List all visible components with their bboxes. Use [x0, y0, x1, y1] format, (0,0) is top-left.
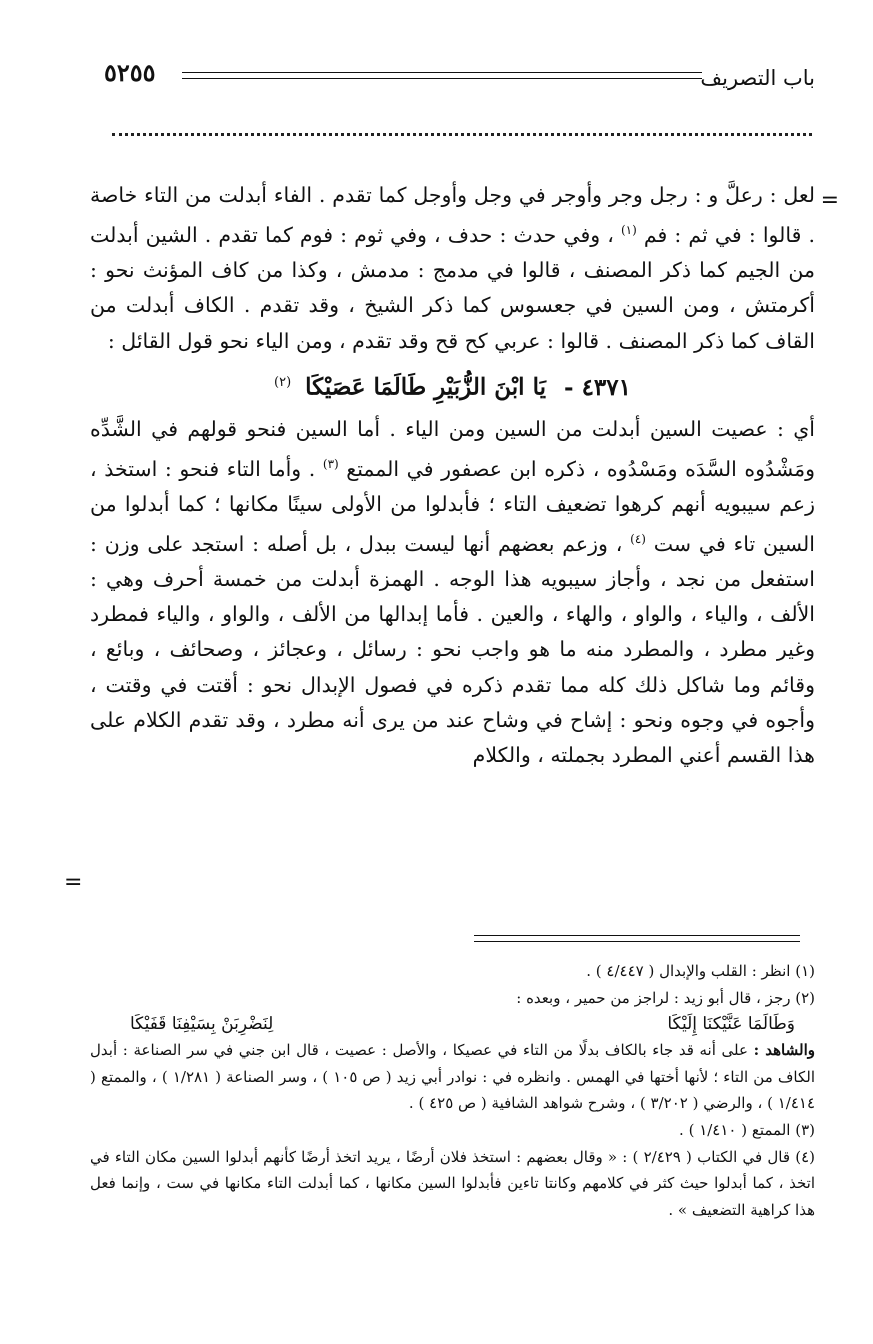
footnote-verse — [90, 1011, 815, 1037]
page-number: ٥٢٥٥ — [104, 58, 156, 87]
continuation-mark-bottom: = — [64, 870, 83, 895]
footnote-rule — [474, 935, 800, 936]
footnotes — [90, 958, 815, 1223]
paragraph-2: أي : عصيت السين أبدلت من السين ومن الياء . أما السين فنحو قولهم في الشَّدِّه ومَشْدُوه السَّدَه ومَسْدُوه ، ذكره ابن عصفور في الممتع $^{(٣)}$ . وأما التاء فنحو : استخذ ، زعم سيبويه أنهم كرهوا تضعيف التاء ؛ فأبدلوا من الأولى سينًا مكانها ؛ كما أبدلوا من السين تاء في ست $^{(٤)}$ ، وزعم بعضهم أنها ليست ببدل ، بل أصله : استجد على وزن : استفعل من نجد ، وأجاز سيبويه هذا الوجه . الهمزة أبدلت من خمسة أحرف وهي : الألف ، والياء ، والواو ، والهاء ، والعين . فأما إبدالها من الألف ، والواو ، والياء فمطرد وغير مطرد ، والمطرد منه ما هو واجب نحو : رسائل ، وعجائز ، وصحائف ، وبائع ، وقائم وما شاكل ذلك كله مما تقدم ذكره في فصول الإبدال نحو : أقتت في وقتت ، وأجوه في وجوه ونحو : إشاح في وشاح عند من يرى أنه مطرد ، وقد تقدم الكلام على هذا القسم أعني المطرد بجملته ، والكلام — [90, 416, 815, 767]
shahid-label: والشاهد : — [753, 1041, 815, 1060]
footnote-1: (١) انظر : القلب والإبدال ( ٤/٤٤٧ ) . — [586, 962, 815, 980]
footnote-4: (٤) قال في الكتاب ( ٢/٤٢٩ ) : « وقال بعضهم : استخذ فلان أرضًا ، يريد اتخذ أرضًا كأنهم أبدلوا السين مكان التاء في اتخذ ، كما أبدلوا حيث كثر في كلامهم وكانتا تاءين فأبدلوا السين مكانها ، كما أبدلت التاء مكانها في ست ، وإنما فعل هذا كراهية التضعيف » . — [90, 1147, 815, 1219]
footnote-ref: (٢) — [274, 374, 292, 390]
header-rule — [182, 78, 702, 79]
footnote-ref: (١) — [620, 223, 637, 238]
verse-hemistich-1: وَطَالَمَا عَنَّيْكنَا إِلَيْكَا — [667, 1014, 795, 1035]
verse-hemistich-2: لِنَضْرِبَنْ بِسَيْفِنَا قَفَيْكَا — [130, 1014, 274, 1035]
running-title: باب التصريف — [700, 66, 815, 90]
verse-text: يَا ابْنَ الزُّبَيْرِ طَالَمَا عَصَيْكَا — [305, 373, 546, 401]
dotted-separator — [112, 133, 812, 136]
footnote-rule — [474, 941, 800, 942]
footnote-ref: (٤) — [630, 531, 646, 546]
footnote-2-shahid: والشاهد : على أنه قد جاء بالكاف بدلًا من التاء في عصيكا ، والأصل : عصيت ، قال ابن جني في سر الصناعة : أبدل الكاف من التاء ؛ لأنها أختها في الهمس . وانظره في : نوادر أبي زيد ( ص ١٠٥ ) ، وسر الصناعة ( ١/٢٨١ ) ، والممتع ( ١/٤١٤ ) ، والرضي ( ٣/٢٠٢ ) ، وشرح شواهد الشافية ( ص ٤٢٥ ) . — [90, 1041, 815, 1113]
verse-number: ٤٣٧١ - — [564, 373, 631, 401]
footnote-3: (٣) الممتع ( ١/٤١٠ ) . — [679, 1120, 815, 1139]
paragraph-1: لعل : رعلَّ و : رجل وجر وأوجر في وجل وأوجل كما تقدم . الفاء أبدلت من التاء خاصة . قالوا : في ثم : فم $^{(١)}$ ، وفي حدث : حدف ، وفي ثوم : فوم كما تقدم . الشين أبدلت من الجيم كما ذكر المصنف ، قالوا في مدمج : مدمش ، وكذا من كاف المؤنث نحو : أكرمتش ، ومن السين في جعسوس كما ذكر الشيخ ، وقد تقدم . الكاف أبدلت من القاف كما ذكر المصنف . قالوا : عربي كح قح وقد تقدم ، ومن الياء نحو قول القائل : — [90, 183, 816, 353]
poetry-verse — [90, 361, 815, 410]
footnote-ref: (٣) — [322, 456, 339, 471]
continuation-mark-top: = — [820, 188, 839, 213]
main-text — [90, 178, 815, 773]
footnote-2: (٢) رجز ، قال أبو زيد : لراجز من حمير ، وبعده : — [516, 988, 815, 1007]
header-rule — [182, 72, 702, 73]
